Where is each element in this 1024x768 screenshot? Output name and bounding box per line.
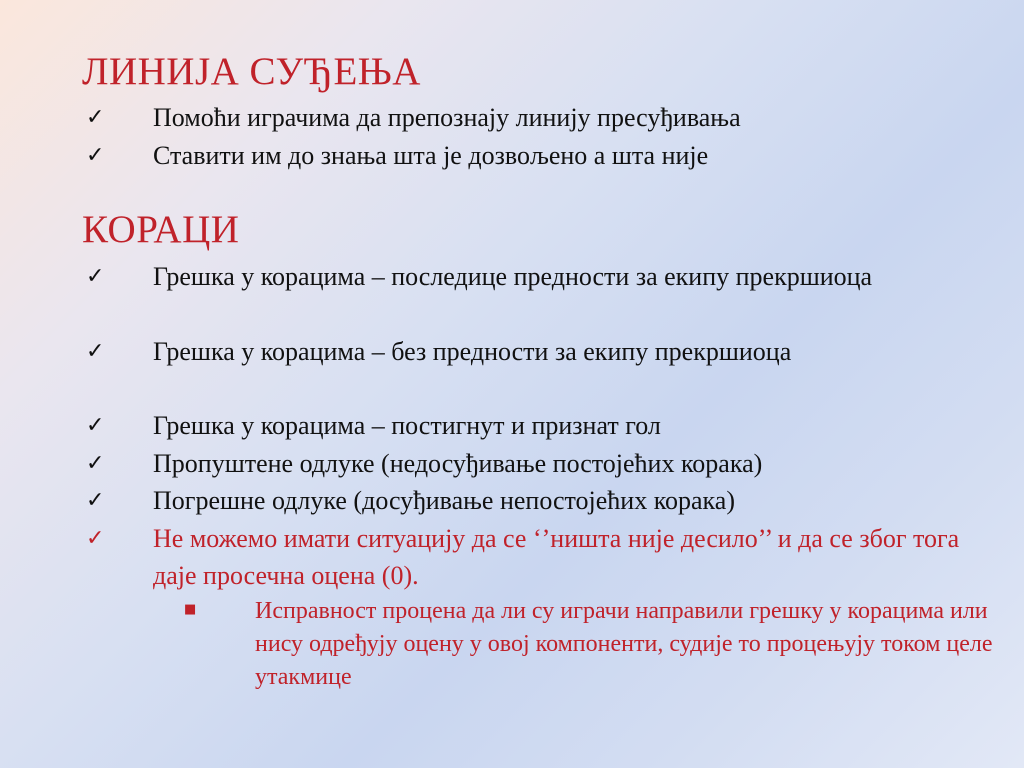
list-item-text: Пропуштене одлуке (недосуђивање постојећих корака) [153,449,763,478]
list-item-text: Грешка у корацима – последице предности за екипу прекршиоца [153,262,873,291]
section-title-steps: КОРАЦИ [82,208,240,251]
checkmark-icon: ✓ [86,526,105,551]
square-bullet-icon: ■ [184,602,197,617]
checkmark-icon: ✓ [86,105,105,130]
list-item-text: Ставити им до знања шта је дозвољено а шта није [153,141,709,170]
checkmark-icon: ✓ [86,413,105,438]
list-item-text: Помоћи играчима да препознају линију пресуђивања [153,103,741,132]
checkmark-icon: ✓ [86,143,105,168]
sub-list-item-text: Исправност процена да ли су играчи направили грешку у корацима или нису одређују оцену у овој компоненти, судије то процењују током целе утакмице [255,598,993,690]
checkmark-icon: ✓ [86,264,105,289]
checkmark-icon: ✓ [86,339,105,364]
list-item-text: Погрешне одлуке (досуђивање непостојећих корака) [153,486,735,515]
section-title-line-of-judging: ЛИНИЈА СУЂЕЊА [82,50,421,93]
list-item-text: Грешка у корацима – без предности за екипу прекршиоца [153,337,792,366]
checkmark-icon: ✓ [86,451,105,476]
list-item-text: Не можемо имати ситуацију да се ‘’ништа није десило’’ и да се због тога даје просечна оцена (0). [153,524,960,590]
checkmark-icon: ✓ [86,488,105,513]
list-item-text: Грешка у корацима – постигнут и признат гол [153,411,661,440]
